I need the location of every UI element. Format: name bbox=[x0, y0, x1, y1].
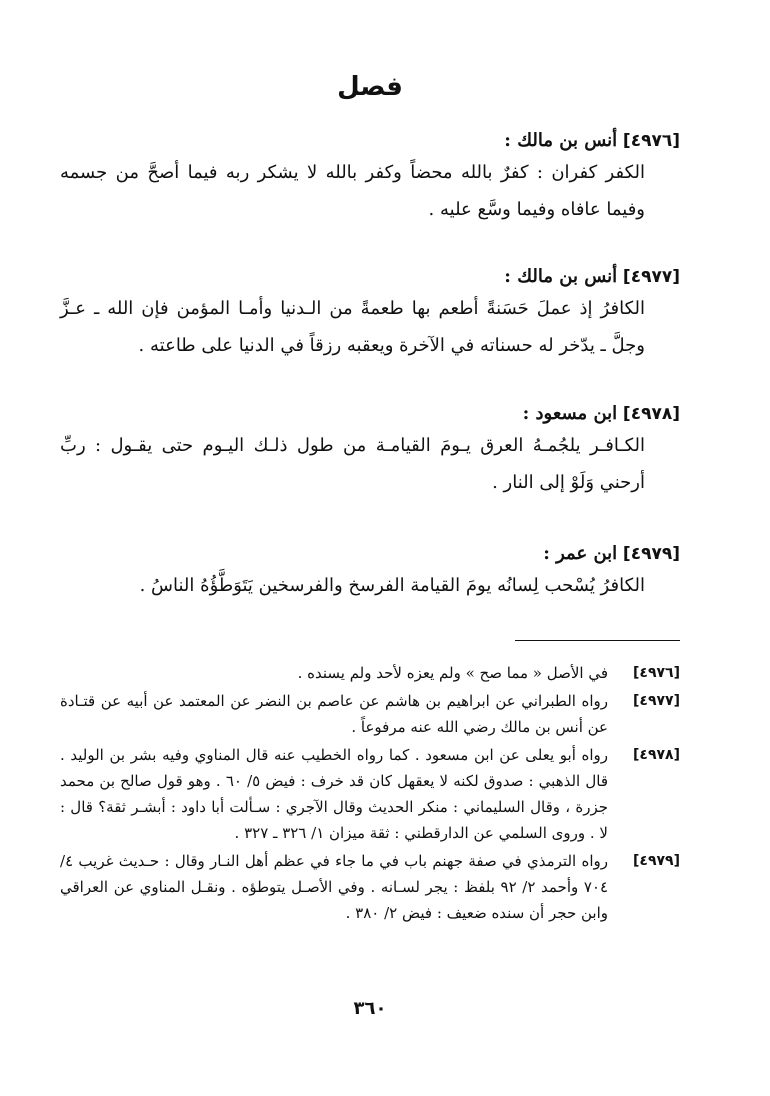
footnote bbox=[60, 688, 680, 740]
footnote-text: رواه أبو يعلى عن ابن مسعود . كما رواه الخطيب عنه قال المناوي وفيه بشر بن الوليد . قال الذهبي : صدوق لكنه لا يعقهل كان قد خرف : فيض ٥/ ٦٠ . وهو قول صالح بن محمد جزرة ، وقال السليماني : منكر الحديث وقال الآجري : سـألت أبا داود : أبشـر ثقة؟ قال : لا . وروى السلمي عن الدارقطني : ثقة ميزان ١/ ٣٢٦ ـ ٣٢٧ . bbox=[60, 746, 609, 842]
hadith-text: الكفر كفران : كفرٌ بالله محضاً وكفر بالله لا يشكر ربه فيما أصحَّ من جسمه وفيما عافاه وفيما وسَّع عليه . bbox=[60, 162, 645, 220]
hadith-header bbox=[60, 401, 680, 427]
hadith-header bbox=[60, 264, 680, 290]
hadith-header bbox=[60, 541, 680, 567]
hadith-entry bbox=[60, 264, 680, 364]
hadith-entry bbox=[60, 401, 680, 501]
hadith-narrator: أنس بن مالك : bbox=[504, 266, 618, 287]
page bbox=[60, 0, 680, 1096]
footnotes bbox=[60, 660, 680, 928]
hadith-narrator: أنس بن مالك : bbox=[504, 130, 618, 151]
footnote-text: في الأصل « مما صح » ولم يعزه لأحد ولم يسنده . bbox=[297, 664, 608, 682]
hadith-narrator: ابن مسعود : bbox=[522, 403, 618, 424]
footnote-number: [٤٩٧٦] bbox=[633, 665, 680, 681]
footnote-number: [٤٩٧٧] bbox=[633, 693, 680, 709]
footnote bbox=[60, 742, 680, 846]
hadith-header bbox=[60, 128, 680, 154]
hadith-entry bbox=[60, 128, 680, 228]
hadith-entry bbox=[60, 541, 680, 604]
footnote bbox=[60, 848, 680, 926]
hadith-number: [٤٩٧٩] bbox=[622, 544, 680, 564]
hadith-number: [٤٩٧٨] bbox=[622, 404, 680, 424]
footnote-text: رواه الطبراني عن ابراهيم بن هاشم عن عاصم بن النضر عن المعتمد عن أبيه عن قتـادة عن أنس بن مالك رضي الله عنه مرفوعاً . bbox=[60, 692, 608, 736]
page-number: ٣٦٠ bbox=[353, 998, 387, 1019]
footnote-number: [٤٩٧٨] bbox=[633, 747, 680, 763]
section-title: فصل bbox=[337, 72, 403, 102]
hadith-text: الكافرُ إذ عملَ حَسَنةً أطعم بها طعمةً من الـدنيا وأمـا المؤمن فإن الله ـ عـزَّ وجلَّ ـ يدّخر له حسناته في الآخرة ويعقبه رزقاً في الدنيا على طاعته . bbox=[60, 298, 645, 356]
footnote-text: رواه الترمذي في صفة جهنم باب في ما جاء في عظم أهل النـار وقال : حـديث غريب ٤/ ٧٠٤ وأحمد ٢/ ٩٢ بلفظ : يجر لسـانه . وفي الأصـل يتوطؤه . ونقـل المناوي عن العراقي وابن حجر أن سنده ضعيف : فيض ٢/ ٣٨٠ . bbox=[60, 852, 609, 922]
hadith-number: [٤٩٧٧] bbox=[622, 267, 680, 287]
footnote bbox=[60, 660, 680, 686]
hadith-text: الكـافـر يلجُمـهُ العرق يـومَ القيامـة من طول ذلـك اليـوم حتى يقـول : ربِّ أرحني وَلَوْ إلى النار . bbox=[60, 435, 645, 493]
hadith-number: [٤٩٧٦] bbox=[622, 131, 680, 151]
footnote-number: [٤٩٧٩] bbox=[633, 853, 680, 869]
hadith-text: الكافرُ يُسْحب لِسانُه يومَ القيامة الفرسخ والفرسخين يَتَوَطَّؤُهُ الناسُ . bbox=[139, 575, 645, 596]
hadith-narrator: ابن عمر : bbox=[543, 543, 618, 564]
footnote-separator bbox=[515, 640, 680, 641]
